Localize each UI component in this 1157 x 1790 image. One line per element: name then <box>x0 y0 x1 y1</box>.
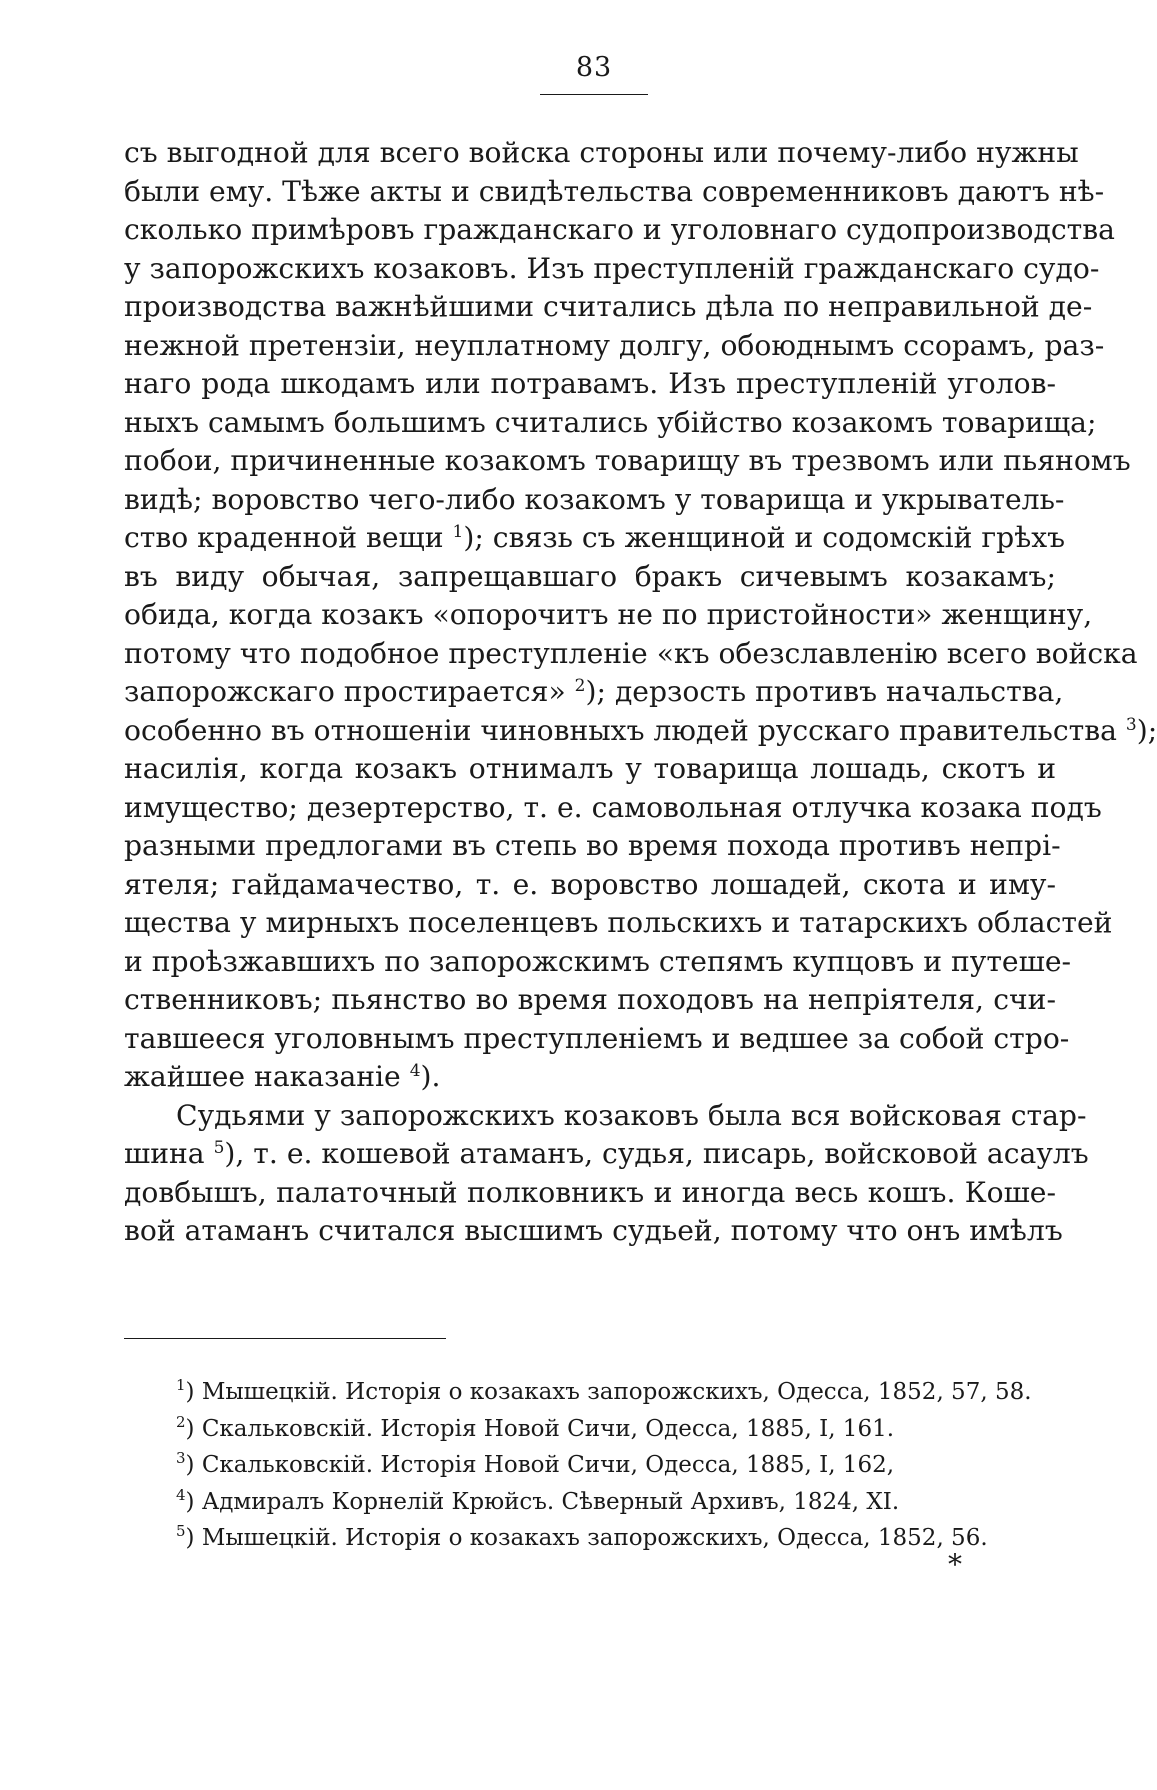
footnote-mark: 1 <box>176 1376 186 1394</box>
footnote-text: ) Мышецкій. Исторія о козакахъ запорожскихъ, Одесса, 1852, 56. <box>185 1525 988 1551</box>
body-line: вой атаманъ считался высшимъ судьей, потому что онъ имѣлъ <box>124 1214 1063 1247</box>
footnote-text: ) Скальковскій. Исторія Новой Сичи, Одесса, 1885, I, 162, <box>185 1452 895 1478</box>
body-text-segment: шина <box>124 1137 205 1170</box>
body-line: производства важнѣйшими считались дѣла по неправильной де- <box>124 290 1093 323</box>
footnotes <box>176 1374 1056 1557</box>
body-line: потому что подобное преступленіе «къ обезславленію всего войска <box>124 636 1138 670</box>
footnote-item <box>176 1374 1056 1411</box>
footnote-item <box>176 1411 1056 1448</box>
body-text-segment: ), т. е. кошевой атаманъ, судья, писарь, войсковой асаулъ <box>224 1137 1089 1170</box>
footnote-separator <box>124 1338 446 1339</box>
body-text-segment: особенно въ отношеніи чиновныхъ людей русскаго правительства <box>124 713 1117 747</box>
footnote-mark: 4 <box>176 1485 186 1504</box>
page-number: 83 <box>575 52 613 83</box>
body-line: побои, причиненные козакомъ товарищу въ трезвомъ или пьяномъ <box>124 444 1131 477</box>
footnote-ref[interactable]: 4 <box>409 1061 421 1081</box>
body-text-segment: ); связь съ женщиной и содомскій грѣхъ <box>463 521 1066 554</box>
footnote-mark: 3 <box>176 1449 186 1467</box>
footnote-ref[interactable]: 1 <box>452 522 464 542</box>
footnote-item <box>176 1447 1056 1484</box>
body-line: наго рода шкодамъ или потравамъ. Изъ преступленій уголов- <box>124 367 1056 400</box>
body-text-segment: ); <box>1136 713 1157 747</box>
body-line <box>124 1135 1089 1174</box>
body-line: ятеля; гайдамачество, т. е. воровство лошадей, скота и иму- <box>124 867 1056 901</box>
body-line: Судьями у запорожскихъ козаковъ была вся войсковая стар- <box>176 1098 1087 1132</box>
body-line: обида, когда козакъ «опорочитъ не по пристойности» женщину, <box>124 598 1093 631</box>
footnote-text: ) Скальковскій. Исторія Новой Сичи, Одесса, 1885, I, 161. <box>185 1415 895 1442</box>
body-text <box>124 134 1157 1251</box>
body-line: сколько примѣровъ гражданскаго и уголовнаго судопроизводства <box>124 213 1115 246</box>
footnote-ref[interactable]: 3 <box>1125 714 1137 735</box>
body-line: тавшееся уголовнымъ преступленіемъ и ведшее за собой стро- <box>124 1021 1070 1055</box>
body-line: ственниковъ; пьянство во время походовъ на непріятеля, счи- <box>124 983 1056 1016</box>
footnote-text: ) Мышецкій. Исторія о козакахъ запорожскихъ, Одесса, 1852, 57, 58. <box>185 1379 1032 1405</box>
body-text-segment: ); дерзость противъ начальства, <box>585 675 1064 708</box>
body-text-segment: ). <box>420 1060 441 1093</box>
body-line: щества у мирныхъ поселенцевъ польскихъ и татарскихъ областей <box>124 906 1113 939</box>
body-line: у запорожскихъ козаковъ. Изъ преступленій гражданскаго судо- <box>124 251 1100 285</box>
body-line <box>124 1058 1056 1097</box>
signature-asterisk: * <box>948 1548 962 1581</box>
body-line: ныхъ самымъ большимъ считались убійство козакомъ товарища; <box>124 405 1097 439</box>
body-line: довбышъ, палаточный полковникъ и иногда весь кошъ. Коше- <box>124 1175 1056 1209</box>
body-line: насилія, когда козакъ отнималъ у товарища лошадь, скотъ и <box>124 752 1056 785</box>
footnote-text: ) Адмиралъ Корнелій Крюйсъ. Сѣверный Архивъ, 1824, XI. <box>185 1488 900 1515</box>
footnote-item <box>176 1520 1056 1557</box>
footnote-mark: 2 <box>176 1412 186 1431</box>
body-text-segment: запорожскаго простирается» <box>124 675 566 708</box>
body-line <box>124 712 1157 751</box>
body-line: нежной претензіи, неуплатному долгу, обоюднымъ ссорамъ, раз- <box>124 328 1105 362</box>
body-line <box>124 673 1064 712</box>
body-line <box>124 519 1066 558</box>
body-line: разными предлогами въ степь во время похода противъ непрі- <box>124 829 1061 862</box>
body-line: въ виду обычая, запрещавшаго бракъ сичевымъ козакамъ; <box>124 559 1056 593</box>
body-line: имущество; дезертерство, т. е. самовольная отлучка козака подъ <box>124 790 1102 824</box>
footnote-mark: 5 <box>176 1522 186 1540</box>
footnote-ref[interactable]: 5 <box>213 1138 225 1158</box>
body-line: были ему. Тѣже акты и свидѣтельства современниковъ даютъ нѣ- <box>124 174 1105 208</box>
body-line: съ выгодной для всего войска стороны или почему-либо нужны <box>124 136 1079 169</box>
body-line: видѣ; воровство чего-либо козакомъ у товарища и укрыватель- <box>124 482 1065 516</box>
body-text-segment: ство краденной вещи <box>124 521 444 554</box>
footnote-ref[interactable]: 2 <box>574 676 586 696</box>
body-line: и проѣзжавшихъ по запорожскимъ степямъ купцовъ и путеше- <box>124 944 1072 978</box>
body-text-segment: жайшее наказаніе <box>124 1060 401 1093</box>
page-number-rule <box>540 94 648 95</box>
footnote-item <box>176 1484 1056 1521</box>
